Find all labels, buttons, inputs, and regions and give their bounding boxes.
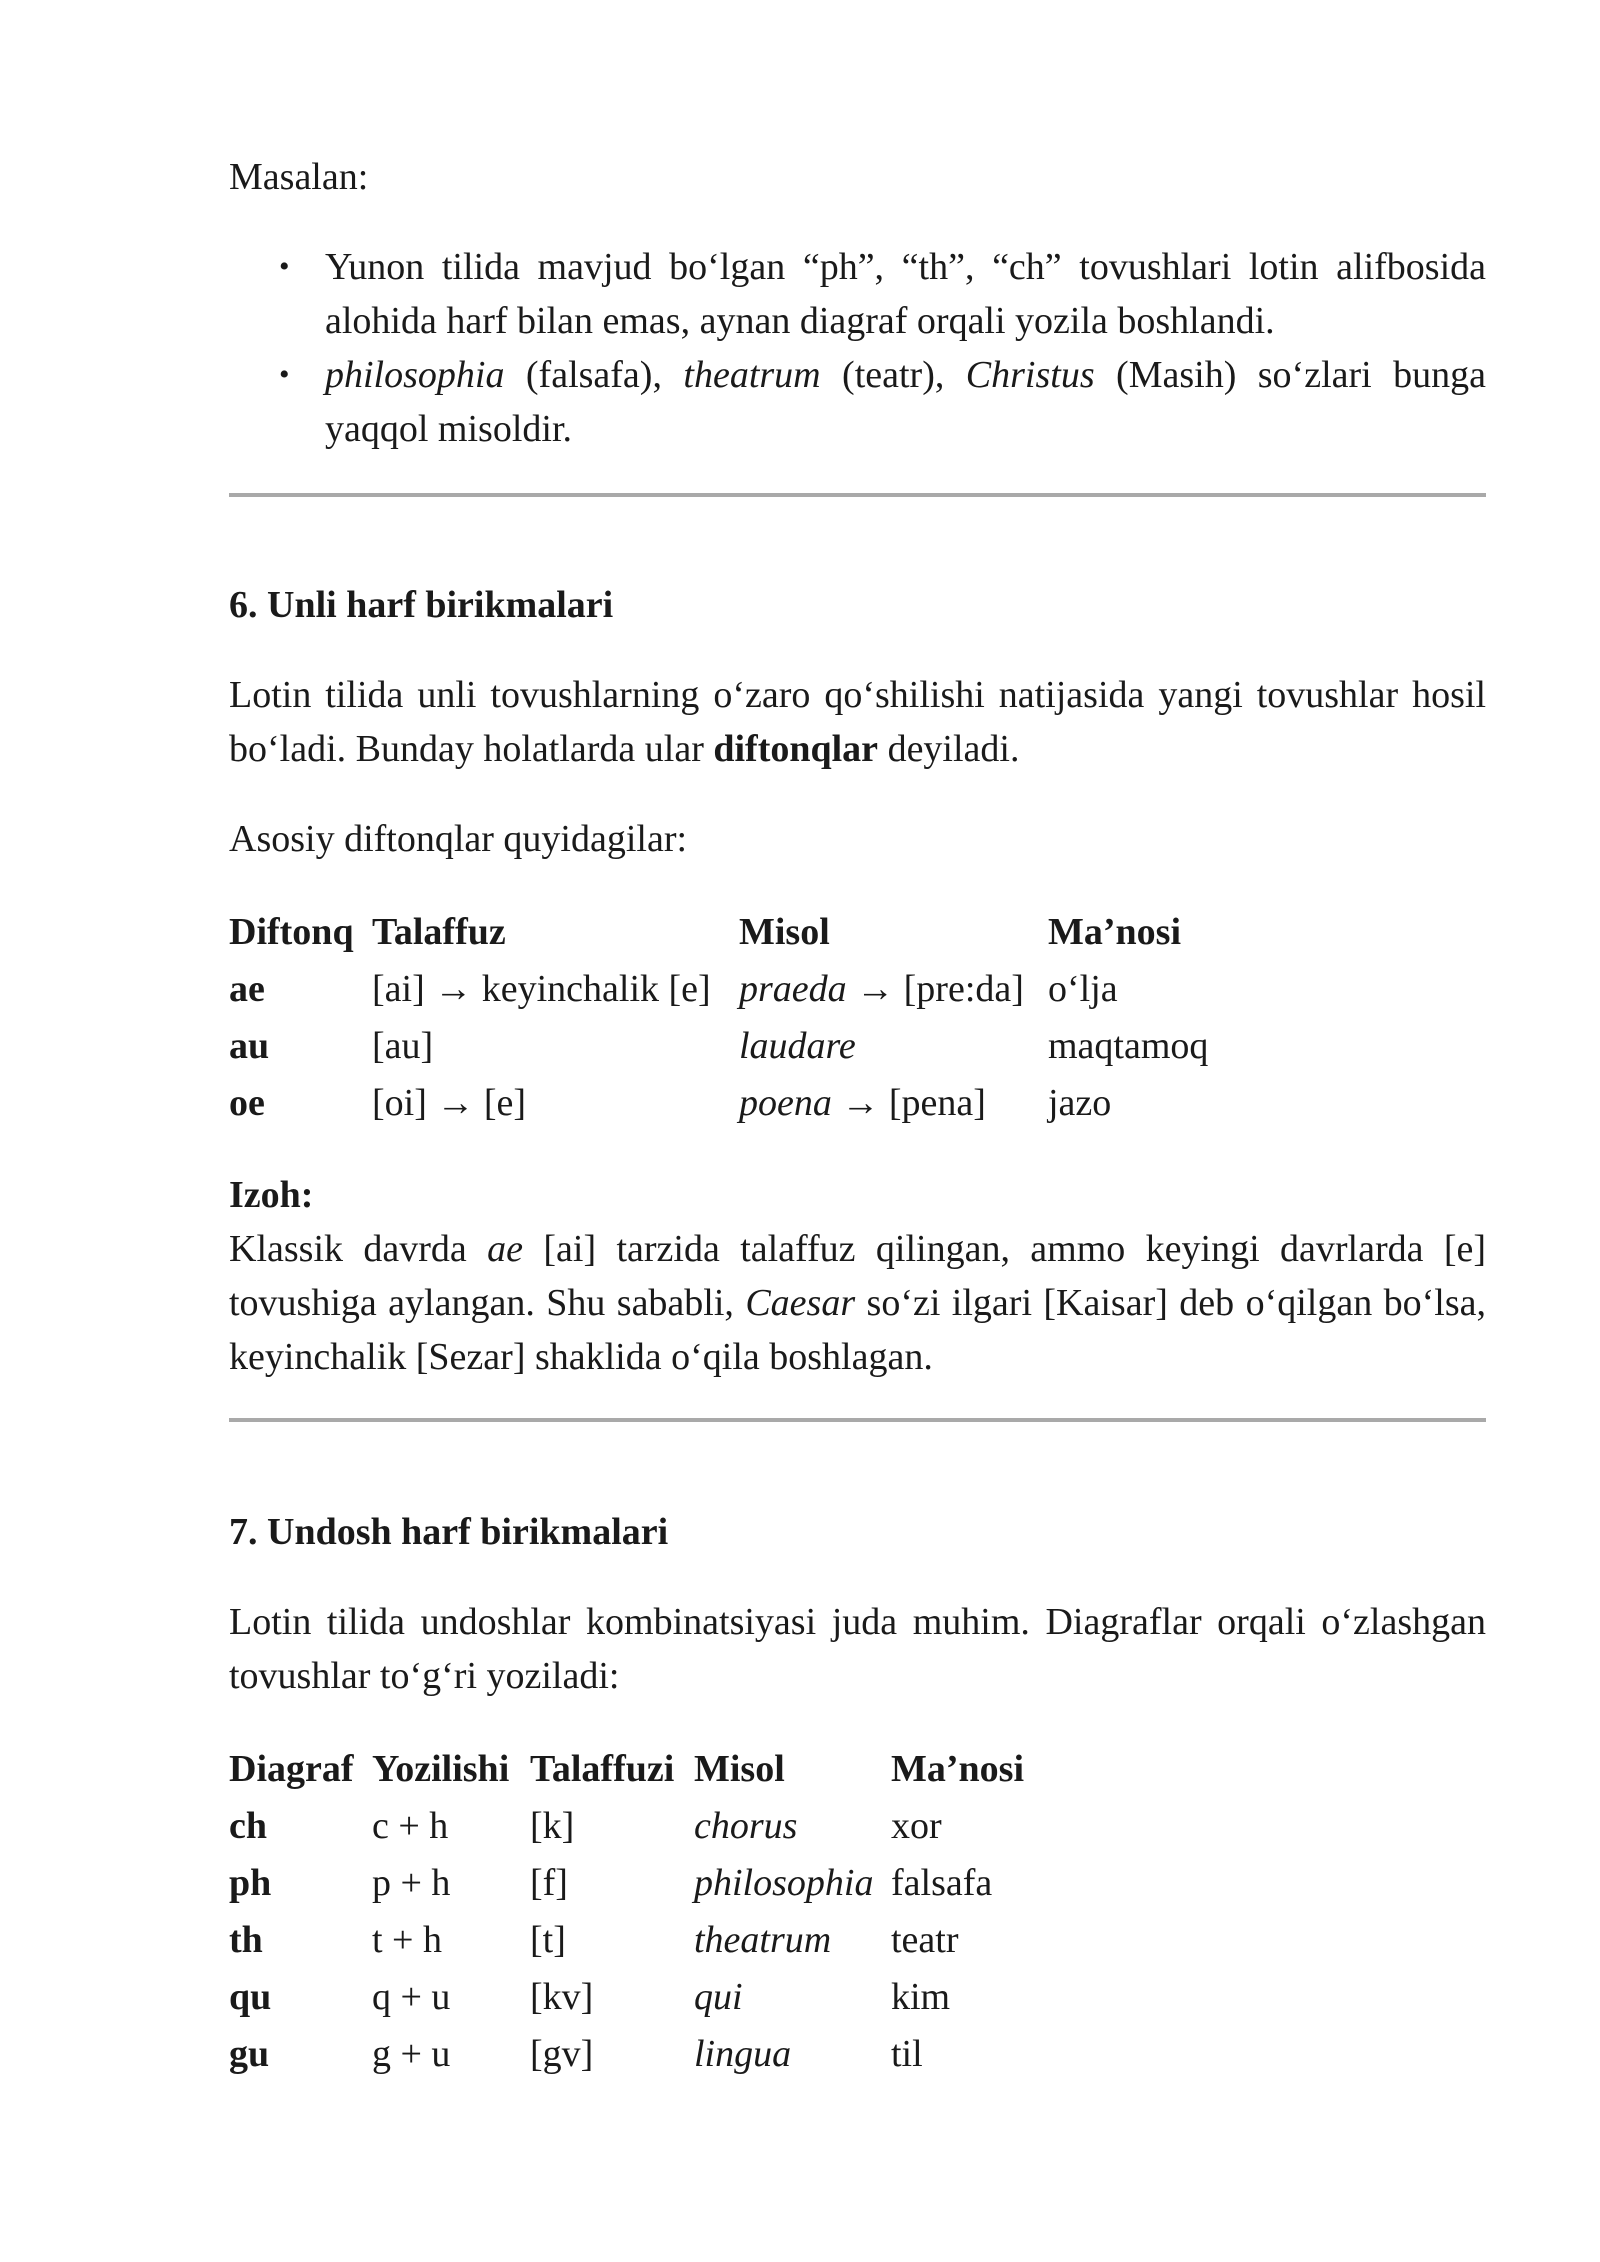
col-header: Ma’nosi	[1048, 911, 1181, 953]
col-header: Talaffuzi	[530, 1748, 675, 1790]
table-row: ph p + h [f] philosophia falsafa	[229, 1862, 993, 1904]
table-header-row	[229, 1741, 1091, 1798]
table-header-row	[229, 904, 1248, 961]
section-6-paragraph: Lotin tilida unli tovushlarning o‘zaro qo‘shilishi natijasida yangi tovushlar hosil bo‘ladi. Bunday holatlarda ular diftonqlar deyiladi.	[229, 674, 1486, 770]
note-block	[229, 1168, 1486, 1384]
section-6-lead: Asosiy diftonqlar quyidagilar:	[229, 818, 688, 860]
section-divider	[229, 493, 1486, 497]
note-text: Klassik davrda ae [ai] tarzida talaffuz qilingan, ammo keyingi davrlarda [e] tovushiga aylangan. Shu sababli, Caesar so‘zi ilgari [Kaisar] deb o‘qilgan bo‘lsa, keyinchalik [Sezar] shaklida o‘qila boshlagan.	[229, 1228, 1487, 1378]
digraph-table	[229, 1741, 1486, 2083]
section-divider	[229, 1418, 1486, 1422]
bullet-icon: •	[279, 250, 290, 283]
section-7-title: 7. Undosh harf birikmalari	[229, 1511, 669, 1553]
example-list	[229, 240, 1486, 456]
table-row: th t + h [t] theatrum teatr	[229, 1919, 959, 1961]
col-header: Diftonq	[229, 911, 354, 953]
list-item: • Yunon tilida mavjud bo‘lgan “ph”, “th”, “ch” tovushlari lotin alifbosida alohida harf bilan emas, aynan diagraf orqali yozila boshlandi.	[229, 240, 1486, 348]
section-6	[229, 578, 1486, 632]
section-7	[229, 1505, 1486, 1559]
masalan-label: Masalan:	[229, 156, 369, 198]
table-row: oe [oi] → [e] poena → [pena] jazo	[229, 1082, 1112, 1124]
section-7-paragraph: Lotin tilida undoshlar kombinatsiyasi juda muhim. Diagraflar orqali o‘zlashgan tovushlar to‘g‘ri yoziladi:	[229, 1601, 1486, 1697]
table-row: ch c + h [k] chorus xor	[229, 1805, 942, 1847]
section-6-title: 6. Unli harf birikmalari	[229, 584, 614, 626]
col-header: Ma’nosi	[891, 1748, 1024, 1790]
intro-block	[229, 150, 1486, 204]
bullet-icon: •	[279, 358, 290, 391]
col-header: Misol	[739, 911, 830, 953]
col-header: Talaffuz	[372, 911, 506, 953]
col-header: Yozilishi	[372, 1748, 510, 1790]
note-label: Izoh:	[229, 1174, 314, 1216]
table-row: gu g + u [gv] lingua til	[229, 2033, 923, 2075]
table-row: au [au] laudare maqtamoq	[229, 1025, 1209, 1067]
table-row: ae [ai] → keyinchalik [e] praeda → [pre:da] o‘lja	[229, 968, 1118, 1010]
diphthong-table	[229, 904, 1486, 1132]
col-header: Misol	[694, 1748, 785, 1790]
col-header: Diagraf	[229, 1748, 354, 1790]
table-row: qu q + u [kv] qui kim	[229, 1976, 951, 2018]
list-item: • philosophia (falsafa), theatrum (teatr), Christus (Masih) so‘zlari bunga yaqqol misoldir.	[229, 348, 1486, 456]
diftonqlar-term: diftonqlar	[713, 728, 879, 770]
